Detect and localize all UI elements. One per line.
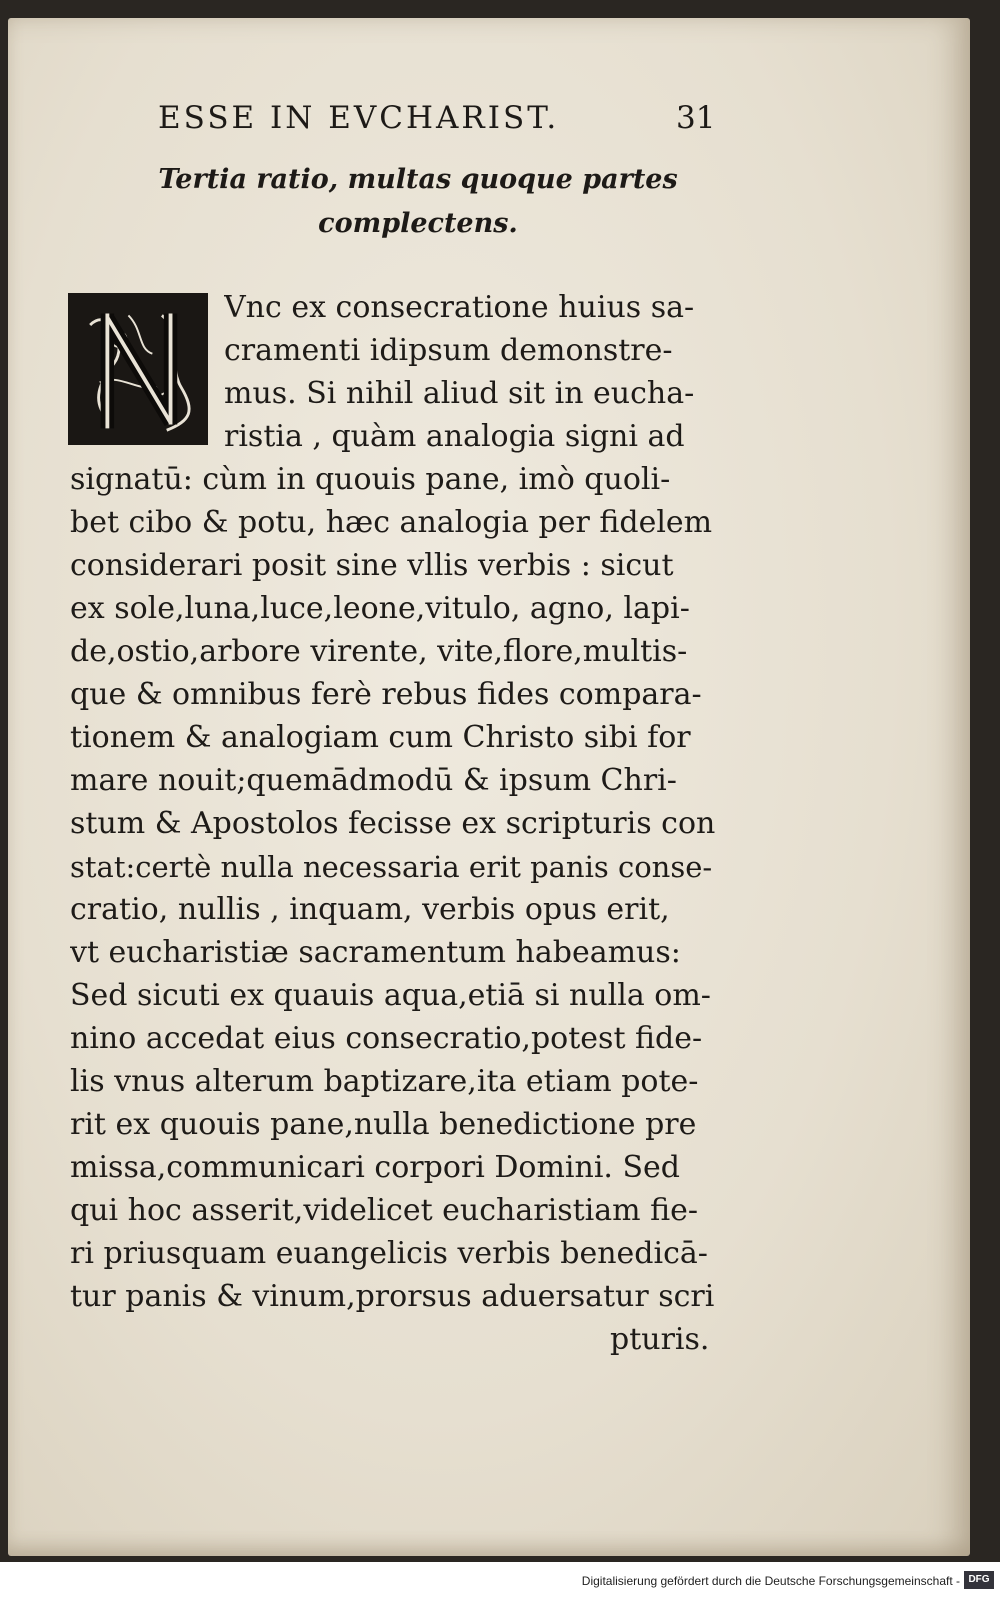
- text-line: de,ostio,arbore virente, vite,flore,multis-: [70, 634, 688, 669]
- text-line: missa,communicari corpori Domini. Sed: [70, 1150, 681, 1185]
- text-line: ristia , quàm analogia signi ad: [224, 419, 685, 454]
- text-line: stum & Apostolos fecisse ex scripturis con: [70, 806, 716, 841]
- dfg-logo: DFG: [964, 1571, 994, 1589]
- text-line: cratio, nullis , inquam, verbis opus erit,: [70, 892, 670, 927]
- text-line: cramenti idipsum demonstre-: [224, 333, 673, 368]
- decorated-initial: [68, 293, 208, 445]
- text-line: pturis.: [610, 1322, 710, 1357]
- section-heading: [158, 158, 678, 246]
- text-line: vt eucharistiæ sacramentum habeamus:: [70, 935, 681, 970]
- footer-bar: [0, 1562, 1000, 1604]
- text-line: mare nouit;quemādmodū & ipsum Chri-: [70, 763, 677, 798]
- text-line: bet cibo & potu, hæc analogia per fidelem: [70, 505, 713, 540]
- text-line: stat:certè nulla necessaria erit panis conse-: [70, 850, 713, 884]
- text-line: rit ex quouis pane,nulla benedictione pre: [70, 1107, 697, 1142]
- text-line: ex sole,luna,luce,leone,vitulo, agno, lapi-: [70, 591, 690, 626]
- text-line: Sed sicuti ex quauis aqua,etiā si nulla om-: [70, 978, 711, 1013]
- text-line: considerari posit sine vllis verbis : sicut: [70, 548, 674, 583]
- text-line: que & omnibus ferè rebus fides compara-: [70, 677, 702, 712]
- text-line: Vnc ex consecratione huius sa-: [224, 290, 695, 325]
- book-page: [8, 18, 970, 1556]
- text-line: lis vnus alterum baptizare,ita etiam pote-: [70, 1064, 699, 1099]
- text-line: mus. Si nihil aliud sit in eucha-: [224, 376, 695, 411]
- running-head: ESSE IN EVCHARIST.: [158, 100, 560, 136]
- text-line: nino accedat eius consecratio,potest fide-: [70, 1021, 703, 1056]
- text-line: qui hoc asserit,videlicet eucharistiam fie-: [70, 1193, 699, 1228]
- text-line: tur panis & vinum,prorsus aduersatur scri: [70, 1279, 715, 1314]
- text-line: ri priusquam euangelicis verbis benedicā-: [70, 1236, 708, 1271]
- section-heading-line-2: complectens.: [318, 208, 518, 239]
- funding-credit: Digitalisierung gefördert durch die Deutsche Forschungsgemeinschaft -: [581, 1574, 960, 1588]
- page-number: 31: [676, 100, 716, 136]
- decorated-initial-n-icon: [71, 296, 205, 442]
- text-line: tionem & analogiam cum Christo sibi for: [70, 720, 691, 755]
- text-line: signatū: cùm in quouis pane, imò quoli-: [70, 462, 671, 497]
- section-heading-line-1: Tertia ratio, multas quoque partes: [158, 164, 678, 195]
